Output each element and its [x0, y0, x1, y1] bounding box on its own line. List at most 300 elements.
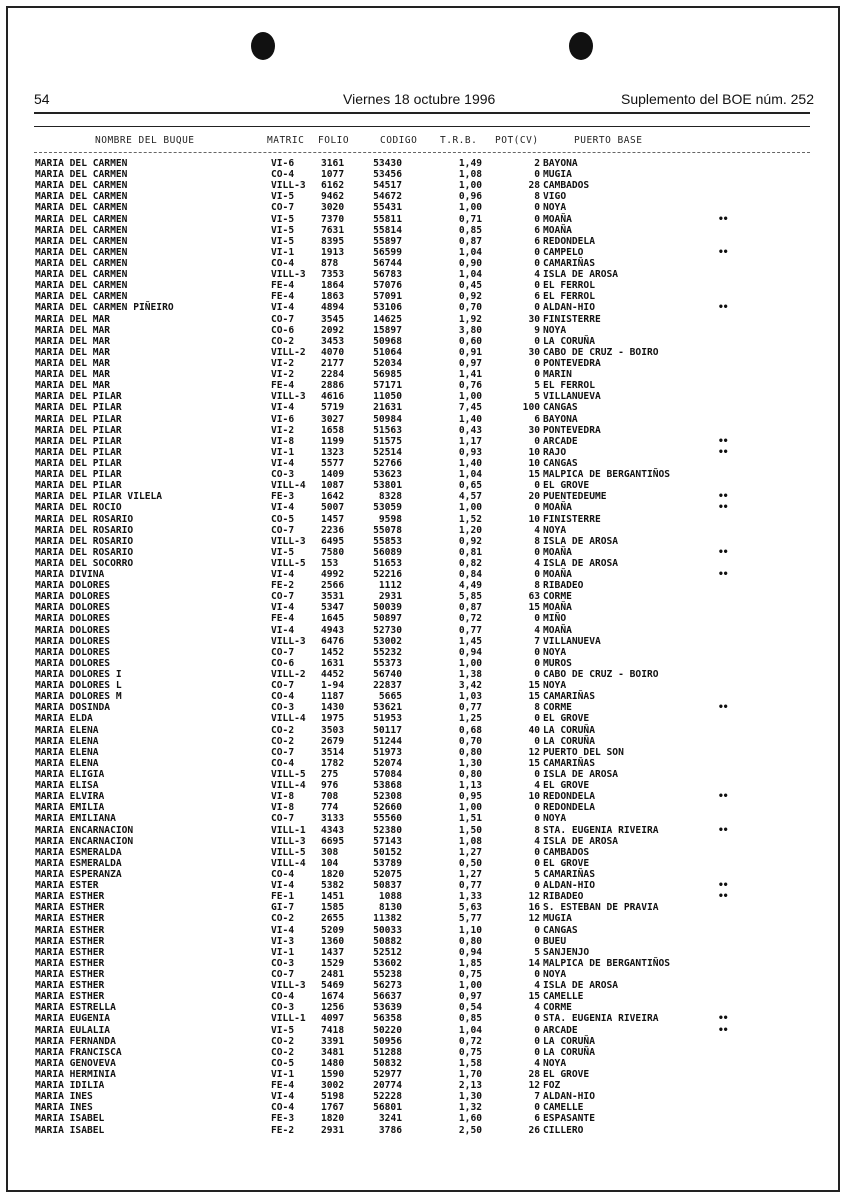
vessel-trb: 1,03 [458, 691, 482, 703]
vessel-port: STA. EUGENIA RIVEIRA [543, 824, 659, 836]
vessel-port: ISLA DE AROSA [543, 557, 619, 569]
vessel-name: MARIA DEL CARMEN PIÑEIRO [35, 302, 174, 314]
vessel-power: 0 [534, 713, 540, 725]
vessel-trb: 1,00 [458, 802, 482, 814]
vessel-matricula: GI-7 [271, 902, 295, 914]
vessel-name: MARIA EULALIA [35, 1024, 111, 1036]
vessel-trb: 0,97 [458, 991, 482, 1003]
vessel-port: RIBADEO [543, 891, 584, 903]
vessel-folio: 153 [321, 557, 339, 569]
table-row [0, 247, 848, 258]
vessel-matricula: CO-4 [271, 169, 295, 181]
vessel-code: 52512 [373, 946, 402, 958]
vessel-port: CILLERO [543, 1124, 584, 1136]
vessel-power: 5 [534, 869, 540, 880]
vessel-trb: 0,70 [458, 302, 482, 314]
vessel-trb: 1,04 [458, 246, 482, 258]
vessel-trb: 0,87 [458, 602, 482, 614]
vessel-code: 11050 [373, 391, 402, 403]
vessel-code: 57171 [373, 380, 402, 392]
vessel-port: CORME [543, 702, 572, 714]
vessel-code: 50220 [373, 1024, 402, 1036]
vessel-name: MARIA DEL ROCIO [35, 502, 122, 514]
vessel-code: 55238 [373, 968, 402, 980]
vessel-code: 9598 [378, 513, 402, 525]
table-row [0, 291, 848, 302]
vessel-name: MARIA ESPERANZA [35, 869, 122, 880]
vessel-matricula: CO-7 [271, 313, 295, 325]
vessel-code: 50956 [373, 1035, 402, 1047]
vessel-trb: 1,45 [458, 635, 482, 647]
vessel-name: MARIA ELENA [35, 757, 99, 769]
vessel-name: MARIA DEL PILAR [35, 469, 122, 481]
vessel-matricula: CO-3 [271, 1002, 295, 1014]
vessel-name: MARIA EUGENIA [35, 1013, 111, 1025]
vessel-name: MARIA DEL PILAR [35, 457, 122, 469]
vessel-power: 0 [534, 735, 540, 747]
vessel-name: MARIA DOLORES L [35, 680, 122, 692]
vessel-trb: 1,00 [458, 657, 482, 669]
vessel-mark: •• [718, 824, 728, 836]
vessel-power: 15 [528, 691, 540, 703]
vessel-matricula: VILL-3 [271, 980, 306, 992]
vessel-matricula: FE-3 [271, 491, 295, 503]
vessel-code: 53002 [373, 635, 402, 647]
vessel-folio: 2655 [321, 913, 345, 925]
vessel-power: 5 [534, 391, 540, 403]
vessel-trb: 0,87 [458, 235, 482, 247]
vessel-port: LA CORUÑA [543, 1035, 595, 1047]
vessel-code: 53623 [373, 469, 402, 481]
vessel-matricula: FE-1 [271, 891, 295, 903]
table-row [0, 958, 848, 969]
vessel-name: MARIA DOLORES [35, 613, 111, 625]
vessel-folio: 8395 [321, 235, 345, 247]
table-row [0, 525, 848, 536]
vessel-power: 0 [534, 480, 540, 492]
vessel-matricula: VI-5 [271, 191, 295, 203]
table-row [0, 780, 848, 791]
vessel-power: 8 [534, 580, 540, 592]
vessel-folio: 2481 [321, 968, 345, 980]
vessel-code: 14625 [373, 313, 402, 325]
vessel-folio: 5577 [321, 457, 345, 469]
vessel-port: PUENTEDEUME [543, 491, 607, 503]
vessel-trb: 0,90 [458, 257, 482, 269]
table-row [0, 669, 848, 680]
vessel-trb: 5,85 [458, 591, 482, 603]
vessel-port: FOZ [543, 1080, 561, 1092]
vessel-code: 53602 [373, 957, 402, 969]
vessel-matricula: CO-4 [271, 991, 295, 1003]
vessel-code: 3241 [378, 1113, 402, 1125]
vessel-mark: •• [718, 569, 728, 581]
vessel-code: 55853 [373, 535, 402, 547]
vessel-code: 15897 [373, 324, 402, 336]
vessel-folio: 2679 [321, 735, 345, 747]
vessel-name: MARIA ESMERALDA [35, 846, 122, 858]
vessel-power: 0 [534, 357, 540, 369]
vessel-matricula: VILL-3 [271, 635, 306, 647]
vessel-matricula: CO-2 [271, 1046, 295, 1058]
table-row [0, 836, 848, 847]
vessel-folio: 1590 [321, 1068, 345, 1080]
vessel-name: MARIA DEL MAR [35, 380, 111, 392]
vessel-port: NOYA [543, 202, 567, 214]
vessel-folio: 1187 [321, 691, 345, 703]
vessel-trb: 0,68 [458, 724, 482, 736]
vessel-power: 0 [534, 335, 540, 347]
vessel-matricula: VI-8 [271, 791, 295, 803]
vessel-port: ISLA DE AROSA [543, 535, 619, 547]
vessel-power: 12 [528, 746, 540, 758]
vessel-matricula: CO-2 [271, 724, 295, 736]
vessel-matricula: VILL-4 [271, 480, 306, 492]
vessel-trb: 1,27 [458, 869, 482, 880]
table-row [0, 180, 848, 191]
vessel-code: 51575 [373, 435, 402, 447]
vessel-name: MARIA ESTHER [35, 968, 105, 980]
vessel-folio: 6495 [321, 535, 345, 547]
vessel-folio: 1-94 [321, 680, 345, 692]
table-row [0, 480, 848, 491]
vessel-power: 0 [534, 169, 540, 181]
vessel-trb: 1,27 [458, 846, 482, 858]
punch-hole [251, 32, 275, 60]
vessel-code: 56273 [373, 980, 402, 992]
vessel-trb: 0,91 [458, 346, 482, 358]
vessel-power: 0 [534, 546, 540, 558]
vessel-port: CORME [543, 1002, 572, 1014]
table-row [0, 702, 848, 713]
vessel-name: MARIA ELENA [35, 746, 99, 758]
vessel-folio: 976 [321, 780, 339, 792]
vessel-port: CABO DE CRUZ - BOIRO [543, 669, 659, 681]
table-row [0, 769, 848, 780]
vessel-trb: 0,82 [458, 557, 482, 569]
vessel-code: 52308 [373, 791, 402, 803]
vessel-name: MARIA ESTHER [35, 980, 105, 992]
vessel-folio: 3453 [321, 335, 345, 347]
vessel-mark: •• [718, 213, 728, 225]
vessel-trb: 0,95 [458, 791, 482, 803]
vessel-power: 0 [534, 646, 540, 658]
vessel-matricula: CO-4 [271, 869, 295, 880]
vessel-port: MUROS [543, 657, 572, 669]
vessel-power: 15 [528, 602, 540, 614]
vessel-code: 52766 [373, 457, 402, 469]
vessel-name: MARIA DEL PILAR [35, 424, 122, 436]
vessel-port: VIGO [543, 191, 567, 203]
vessel-name: MARIA DOLORES I [35, 669, 122, 681]
table-row [0, 191, 848, 202]
vessel-folio: 5719 [321, 402, 345, 414]
vessel-code: 52380 [373, 824, 402, 836]
table-row [0, 880, 848, 891]
vessel-trb: 1,13 [458, 780, 482, 792]
vessel-name: MARIA HERMINIA [35, 1068, 116, 1080]
vessel-trb: 1,00 [458, 202, 482, 214]
vessel-power: 0 [534, 280, 540, 292]
vessel-folio: 5007 [321, 502, 345, 514]
vessel-folio: 1863 [321, 291, 345, 303]
vessel-matricula: VI-5 [271, 213, 295, 225]
vessel-power: 0 [534, 502, 540, 514]
vessel-folio: 2177 [321, 357, 345, 369]
vessel-code: 20774 [373, 1080, 402, 1092]
vessel-name: MARIA DEL PILAR [35, 413, 122, 425]
vessel-power: 30 [528, 346, 540, 358]
vessel-matricula: VI-5 [271, 546, 295, 558]
vessel-matricula: VI-4 [271, 569, 295, 581]
vessel-mark: •• [718, 502, 728, 514]
vessel-folio: 4992 [321, 569, 345, 581]
vessel-power: 0 [534, 1046, 540, 1058]
vessel-code: 55814 [373, 224, 402, 236]
vessel-matricula: CO-2 [271, 913, 295, 925]
table-row [0, 1113, 848, 1124]
vessel-trb: 0,54 [458, 1002, 482, 1014]
vessel-mark: •• [718, 1013, 728, 1025]
vessel-trb: 1,33 [458, 891, 482, 903]
vessel-power: 0 [534, 669, 540, 681]
vessel-matricula: CO-7 [271, 202, 295, 214]
vessel-matricula: FE-3 [271, 1113, 295, 1125]
table-row [0, 536, 848, 547]
vessel-name: MARIA DEL CARMEN [35, 257, 128, 269]
vessel-code: 57143 [373, 835, 402, 847]
vessel-power: 6 [534, 224, 540, 236]
vessel-port: REDONDELA [543, 235, 595, 247]
vessel-port: MOAÑA [543, 624, 572, 636]
vessel-port: PUERTO DEL SON [543, 746, 624, 758]
vessel-port: CAMELLE [543, 991, 584, 1003]
vessel-power: 0 [534, 968, 540, 980]
vessel-code: 52977 [373, 1068, 402, 1080]
table-row [0, 569, 848, 580]
vessel-matricula: FE-4 [271, 1080, 295, 1092]
vessel-code: 56089 [373, 546, 402, 558]
vessel-name: MARIA ESTHER [35, 935, 105, 947]
vessel-name: MARIA DOLORES [35, 602, 111, 614]
vessel-folio: 1631 [321, 657, 345, 669]
vessel-power: 10 [528, 446, 540, 458]
vessel-trb: 1,50 [458, 824, 482, 836]
vessel-name: MARIA ISABEL [35, 1113, 105, 1125]
table-row [0, 902, 848, 913]
vessel-code: 1088 [378, 891, 402, 903]
vessel-matricula: FE-4 [271, 280, 295, 292]
vessel-trb: 0,60 [458, 335, 482, 347]
table-row [0, 1091, 848, 1102]
vessel-code: 53789 [373, 857, 402, 869]
vessel-power: 8 [534, 824, 540, 836]
vessel-name: MARIA DEL CARMEN [35, 169, 128, 181]
vessel-matricula: VI-1 [271, 246, 295, 258]
table-row [0, 691, 848, 702]
vessel-power: 7 [534, 635, 540, 647]
vessel-trb: 5,63 [458, 902, 482, 914]
vessel-name: MARIA ELENA [35, 735, 99, 747]
vessel-code: 51064 [373, 346, 402, 358]
vessel-port: EL GROVE [543, 480, 590, 492]
vessel-folio: 1087 [321, 480, 345, 492]
table-top-rule [34, 126, 810, 127]
vessel-code: 52730 [373, 624, 402, 636]
vessel-port: LA CORUÑA [543, 724, 595, 736]
vessel-name: MARIA DEL MAR [35, 369, 111, 381]
vessel-code: 51244 [373, 735, 402, 747]
vessel-name: MARIA FERNANDA [35, 1035, 116, 1047]
vessel-trb: 1,00 [458, 391, 482, 403]
table-row [0, 258, 848, 269]
table-row [0, 269, 848, 280]
vessel-folio: 1913 [321, 246, 345, 258]
vessel-matricula: VILL-3 [271, 535, 306, 547]
vessel-trb: 0,45 [458, 280, 482, 292]
table-row [0, 469, 848, 480]
vessel-folio: 4894 [321, 302, 345, 314]
vessel-power: 12 [528, 913, 540, 925]
vessel-trb: 1,04 [458, 1024, 482, 1036]
vessel-folio: 5198 [321, 1091, 345, 1103]
vessel-port: S. ESTEBAN DE PRAVIA [543, 902, 659, 914]
vessel-code: 50117 [373, 724, 402, 736]
vessel-mark: •• [718, 491, 728, 503]
vessel-trb: 1,08 [458, 169, 482, 181]
page-number: 54 [34, 91, 50, 107]
vessel-code: 52075 [373, 869, 402, 880]
vessel-power: 8 [534, 535, 540, 547]
vessel-port: CORME [543, 591, 572, 603]
vessel-trb: 1,38 [458, 669, 482, 681]
publication-title: Suplemento del BOE núm. 252 [621, 91, 815, 107]
vessel-power: 12 [528, 1080, 540, 1092]
vessel-matricula: CO-7 [271, 680, 295, 692]
vessel-matricula: VILL-5 [271, 846, 306, 858]
vessel-name: MARIA DEL ROSARIO [35, 535, 134, 547]
vessel-trb: 0,92 [458, 291, 482, 303]
page-date: Viernes 18 octubre 1996 [343, 91, 496, 107]
table-row [0, 725, 848, 736]
vessel-port: NOYA [543, 813, 567, 825]
vessel-name: MARIA IDILIA [35, 1080, 105, 1092]
vessel-matricula: VI-4 [271, 457, 295, 469]
table-row [0, 1125, 848, 1136]
vessel-trb: 0,93 [458, 446, 482, 458]
vessel-matricula: VILL-2 [271, 669, 306, 681]
vessel-code: 8328 [378, 491, 402, 503]
table-row [0, 225, 848, 236]
vessel-folio: 708 [321, 791, 339, 803]
vessel-code: 21631 [373, 402, 402, 414]
vessel-name: MARIA FRANCISCA [35, 1046, 122, 1058]
vessel-trb: 0,50 [458, 857, 482, 869]
vessel-port: MARIN [543, 369, 572, 381]
vessel-code: 51653 [373, 557, 402, 569]
vessel-code: 5665 [378, 691, 402, 703]
vessel-port: ISLA DE AROSA [543, 835, 619, 847]
table-row [0, 447, 848, 458]
vessel-code: 52228 [373, 1091, 402, 1103]
vessel-folio: 1323 [321, 446, 345, 458]
vessel-mark: •• [718, 446, 728, 458]
vessel-folio: 3391 [321, 1035, 345, 1047]
vessel-matricula: CO-7 [271, 813, 295, 825]
vessel-port: CAMBADOS [543, 846, 590, 858]
vessel-power: 100 [522, 402, 540, 414]
vessel-name: MARIA EMILIA [35, 802, 105, 814]
vessel-name: MARIA DEL CARMEN [35, 246, 128, 258]
vessel-folio: 3481 [321, 1046, 345, 1058]
vessel-name: MARIA DEL CARMEN [35, 291, 128, 303]
table-row [0, 980, 848, 991]
table-row [0, 547, 848, 558]
vessel-matricula: VILL-3 [271, 269, 306, 281]
vessel-power: 10 [528, 513, 540, 525]
table-row [0, 680, 848, 691]
vessel-power: 0 [534, 846, 540, 858]
vessel-name: MARIA DEL PILAR [35, 480, 122, 492]
vessel-name: MARIA DEL PILAR [35, 435, 122, 447]
vessel-code: 51953 [373, 713, 402, 725]
table-row [0, 858, 848, 869]
vessel-matricula: VILL-5 [271, 557, 306, 569]
vessel-port: CAMELLE [543, 1102, 584, 1114]
table-row [0, 314, 848, 325]
vessel-name: MARIA GENOVEVA [35, 1057, 116, 1069]
vessel-port: ISLA DE AROSA [543, 980, 619, 992]
vessel-folio: 774 [321, 802, 339, 814]
vessel-matricula: VILL-2 [271, 346, 306, 358]
vessel-port: EL GROVE [543, 857, 590, 869]
vessel-folio: 7418 [321, 1024, 345, 1036]
vessel-port: REDONDELA [543, 802, 595, 814]
table-row [0, 325, 848, 336]
vessel-name: MARIA ESTRELLA [35, 1002, 116, 1014]
vessel-port: NOYA [543, 1057, 567, 1069]
vessel-name: MARIA DEL CARMEN [35, 235, 128, 247]
vessel-matricula: VI-8 [271, 435, 295, 447]
vessel-mark: •• [718, 246, 728, 258]
vessel-power: 4 [534, 624, 540, 636]
vessel-power: 0 [534, 802, 540, 814]
vessel-code: 50897 [373, 613, 402, 625]
vessel-matricula: CO-6 [271, 657, 295, 669]
vessel-power: 0 [534, 657, 540, 669]
vessel-folio: 3545 [321, 313, 345, 325]
vessel-power: 15 [528, 991, 540, 1003]
vessel-folio: 6476 [321, 635, 345, 647]
vessel-matricula: VI-1 [271, 1068, 295, 1080]
vessel-matricula: VILL-3 [271, 180, 306, 192]
vessel-name: MARIA ELDA [35, 713, 93, 725]
vessel-port: LA CORUÑA [543, 335, 595, 347]
vessel-folio: 1437 [321, 946, 345, 958]
vessel-power: 0 [534, 813, 540, 825]
table-row [0, 1013, 848, 1024]
table-row [0, 736, 848, 747]
vessel-trb: 1,10 [458, 924, 482, 936]
table-row [0, 380, 848, 391]
vessel-power: 15 [528, 680, 540, 692]
table-row [0, 1025, 848, 1036]
table-row [0, 991, 848, 1002]
table-row [0, 514, 848, 525]
vessel-power: 10 [528, 457, 540, 469]
vessel-code: 54672 [373, 191, 402, 203]
vessel-folio: 878 [321, 257, 339, 269]
